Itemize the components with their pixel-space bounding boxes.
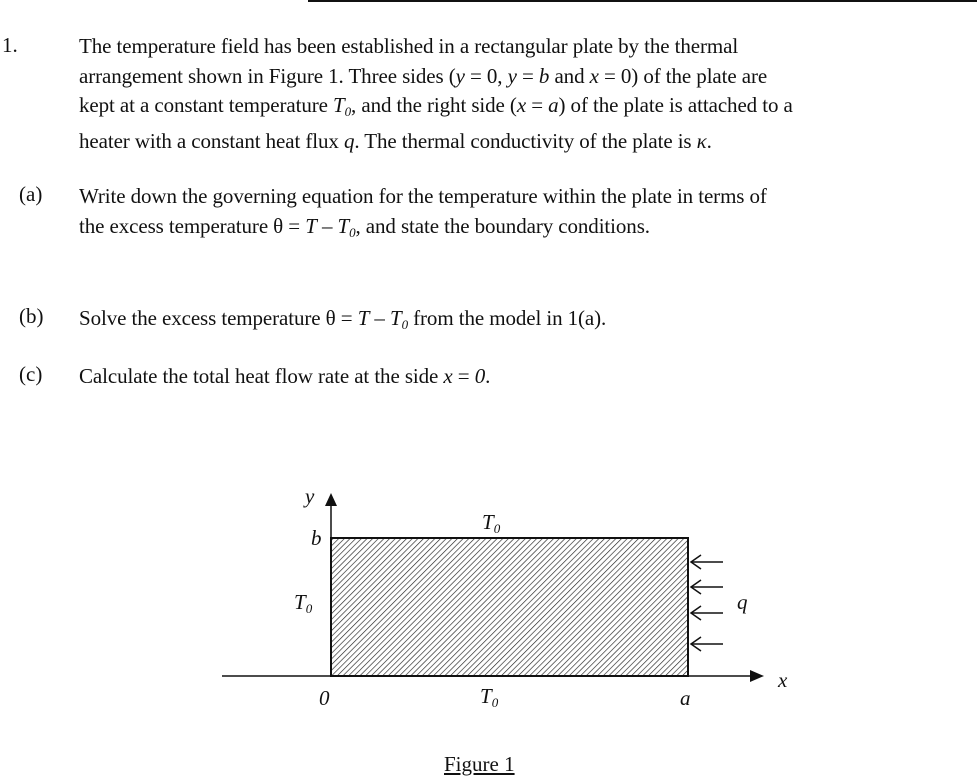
left-temperature-label: $T_0$	[294, 590, 313, 616]
plate-rectangle	[331, 538, 688, 676]
intro-line-4: heater with a constant heat flux q. The thermal conductivity of the plate is κ.	[79, 128, 712, 153]
intro-line-3: kept at a constant temperature $T_0$, and the right side (x = a) of the plate is attached to a	[79, 93, 793, 119]
part-a-line-1: Write down the governing equation for the temperature within the plate in terms of	[79, 184, 767, 208]
part-c-line-1: Calculate the total heat flow rate at the side x = 0.	[79, 364, 491, 388]
x-axis-arrowhead-icon	[750, 670, 764, 682]
y-axis-label: y	[305, 484, 315, 508]
x-axis-label: x	[778, 668, 788, 692]
intro-line-1: The temperature field has been established in a rectangular plate by the thermal	[79, 34, 739, 58]
part-c-label: (c)	[19, 362, 43, 386]
part-b-label: (b)	[19, 304, 44, 328]
part-b-line-1: Solve the excess temperature $\theta = T - T_0$ from the model in 1(a).	[79, 306, 607, 332]
figure-caption: Figure 1	[444, 752, 515, 776]
intro-line-2: arrangement shown in Figure 1. Three sides (y = 0, y = b and x = 0) of the plate are	[79, 63, 768, 88]
heat-flux-arrows	[691, 555, 723, 651]
part-a-label: (a)	[19, 182, 43, 206]
y-axis-arrowhead-icon	[325, 493, 337, 506]
origin-label: 0	[319, 686, 330, 710]
a-label: a	[680, 686, 691, 710]
question-number: 1.	[2, 33, 18, 57]
bottom-temperature-label: $T_0$	[480, 684, 499, 710]
heat-flux-label: q	[737, 590, 748, 614]
part-a-line-2: the excess temperature $\theta = T - T_0$, and state the boundary conditions.	[79, 213, 650, 240]
b-label: b	[311, 526, 322, 550]
top-temperature-label: $T_0$	[482, 510, 501, 536]
